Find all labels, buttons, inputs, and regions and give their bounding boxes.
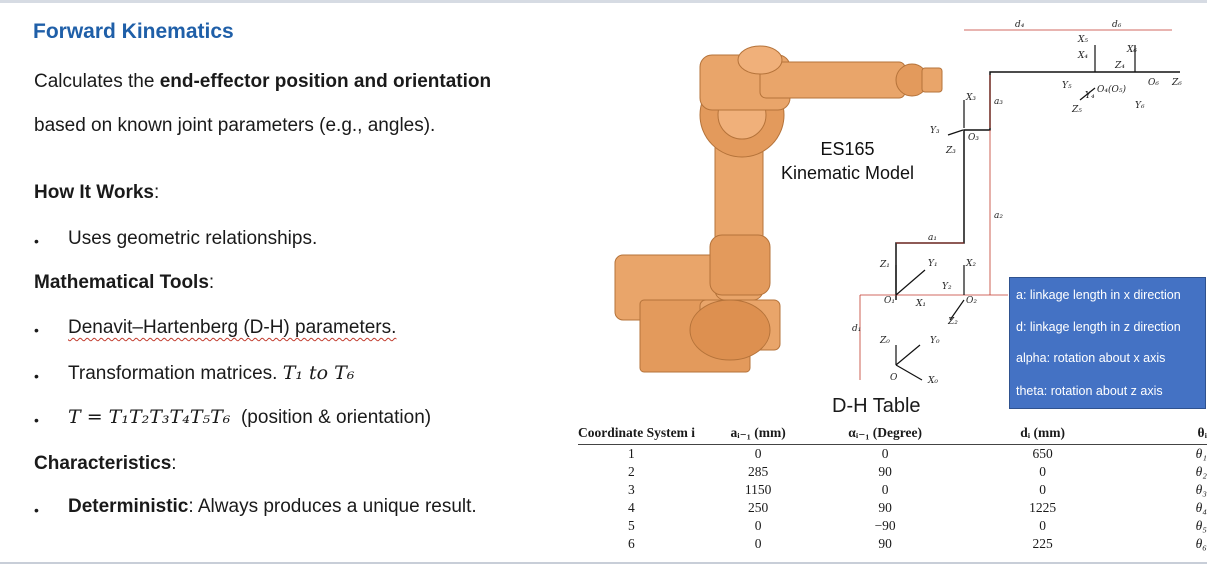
cell-a: 0 xyxy=(754,446,762,461)
cell-coordinate-system: 1 xyxy=(628,446,635,461)
bullet-icon: • xyxy=(34,502,39,518)
header-theta: θᵢ xyxy=(1110,422,1207,445)
label-X3: X₃ xyxy=(966,93,977,103)
how-heading-colon: : xyxy=(154,182,160,203)
model-label-line-1: ES165 xyxy=(820,139,875,159)
header-alpha: αᵢ₋₁ (Degree) xyxy=(795,422,975,445)
cell-d: 0 xyxy=(1039,482,1046,497)
label-Y5: Y₅ xyxy=(1062,81,1072,91)
tools-item-2-text: Transformation matrices. xyxy=(68,363,278,384)
label-d6: d₆ xyxy=(1112,20,1122,30)
cell-alpha: 90 xyxy=(878,536,892,551)
label-Z2: Z₂ xyxy=(948,317,958,327)
tools-heading xyxy=(34,272,214,294)
dh-table-title: D-H Table xyxy=(832,395,921,417)
cell-a: 0 xyxy=(754,536,762,551)
cell-alpha: 0 xyxy=(881,482,889,497)
label-X4: X₄ xyxy=(1078,51,1089,61)
label-O1: O₁ xyxy=(884,296,895,306)
label-Z6: Z₆ xyxy=(1172,78,1182,88)
model-label-line-2: Kinematic Model xyxy=(780,163,915,183)
bullet-icon: • xyxy=(34,233,39,249)
slide-title: Forward Kinematics xyxy=(33,20,234,43)
cell-coordinate-system: 2 xyxy=(628,464,635,479)
label-a2: a₂ xyxy=(994,211,1003,221)
cell-theta: θ₁ xyxy=(1195,446,1207,461)
label-O3: O₃ xyxy=(968,133,979,143)
characteristics-item-text: : Always produces a unique result. xyxy=(188,496,477,517)
cell-d: 225 xyxy=(1032,536,1053,551)
intro-line-1 xyxy=(34,71,491,93)
cell-d: 1225 xyxy=(1029,500,1057,515)
label-Y0: Y₀ xyxy=(930,336,940,346)
label-X6: X₆ xyxy=(1127,45,1138,55)
label-O45: O₄(O₅) xyxy=(1097,85,1126,95)
header-coordinate-system: Coordinate System i xyxy=(578,422,721,445)
cell-coordinate-system: 3 xyxy=(628,482,635,497)
table-row xyxy=(578,481,1207,499)
cell-theta: θ₆ xyxy=(1195,536,1207,551)
cell-a: 1150 xyxy=(744,482,772,497)
cell-theta: θ₄ xyxy=(1195,500,1207,515)
cell-a: 0 xyxy=(754,518,762,533)
legend-item-d: d: linkage length in z direction xyxy=(1016,320,1181,334)
label-O: O xyxy=(890,373,898,383)
characteristics-item xyxy=(68,496,477,518)
characteristics-colon: : xyxy=(171,453,177,474)
label-X1: X₁ xyxy=(916,299,927,309)
cell-theta: θ₅ xyxy=(1195,518,1207,533)
legend-item-alpha: alpha: rotation about x axis xyxy=(1016,351,1166,365)
cell-theta: θ₃ xyxy=(1195,482,1207,497)
intro-line-2: based on known joint parameters (e.g., angles). xyxy=(34,115,436,136)
label-Z3: Z₃ xyxy=(946,146,956,156)
label-Z0: Z₀ xyxy=(880,336,890,346)
label-X5: X₅ xyxy=(1078,35,1089,45)
cell-a: 250 xyxy=(748,500,769,515)
tools-item-1-text: Denavit–Hartenberg (D-H) parameters. xyxy=(68,317,397,338)
label-a3: a₃ xyxy=(994,97,1003,107)
label-d1: d₁ xyxy=(852,324,862,334)
dh-table xyxy=(578,422,1207,553)
header-d: dᵢ (mm) xyxy=(975,422,1110,445)
label-a1: a₁ xyxy=(928,233,937,243)
bullet-icon: • xyxy=(34,412,39,428)
label-X2: X₂ xyxy=(966,259,977,269)
how-item: Uses geometric relationships. xyxy=(68,228,318,249)
cell-alpha: 90 xyxy=(878,500,892,515)
label-O2: O₂ xyxy=(966,296,977,306)
tools-item-3 xyxy=(68,406,431,429)
cell-alpha: −90 xyxy=(874,518,896,533)
header-a: aᵢ₋₁ (mm) xyxy=(721,422,795,445)
slide-top-border xyxy=(0,0,1207,3)
table-row xyxy=(578,517,1207,535)
cell-coordinate-system: 5 xyxy=(628,518,635,533)
tools-item-3-math: T = T₁T₂T₃T₄T₅T₆ xyxy=(68,406,231,428)
tools-heading-label: Mathematical Tools xyxy=(34,272,209,293)
label-Y1: Y₁ xyxy=(928,259,938,269)
table-row xyxy=(578,445,1207,464)
characteristics-heading xyxy=(34,453,177,475)
characteristics-label: Characteristics xyxy=(34,453,172,474)
label-Y2: Y₂ xyxy=(942,282,952,292)
label-d4: d₄ xyxy=(1015,20,1025,30)
cell-coordinate-system: 6 xyxy=(628,536,635,551)
table-row xyxy=(578,499,1207,517)
cell-coordinate-system: 4 xyxy=(628,500,635,515)
legend-item-a: a: linkage length in x direction xyxy=(1016,288,1181,302)
tools-item-1 xyxy=(68,317,396,339)
intro-bold: end-effector position and orientation xyxy=(159,71,492,92)
label-Z1: Z₁ xyxy=(880,260,890,270)
label-Y4: Y₄ xyxy=(1085,91,1095,101)
cell-alpha: 90 xyxy=(878,464,892,479)
cell-d: 0 xyxy=(1039,464,1046,479)
table-row xyxy=(578,463,1207,481)
label-Y3: Y₃ xyxy=(930,126,940,136)
tools-item-2-math: T₁ to T₆ xyxy=(282,362,355,384)
characteristics-item-bold: Deterministic xyxy=(68,496,189,517)
bullet-icon: • xyxy=(34,322,39,338)
cell-d: 0 xyxy=(1039,518,1046,533)
cell-theta: θ₂ xyxy=(1195,464,1207,479)
label-O6: O₆ xyxy=(1148,78,1159,88)
label-X0: X₀ xyxy=(928,376,939,386)
legend-item-theta: theta: rotation about z axis xyxy=(1016,384,1163,398)
label-Y6: Y₆ xyxy=(1135,101,1145,111)
tools-item-3-text: (position & orientation) xyxy=(240,407,432,428)
tools-item-2 xyxy=(68,362,354,385)
tools-heading-colon: : xyxy=(208,272,215,293)
intro-prefix: Calculates the xyxy=(34,71,160,92)
cell-a: 285 xyxy=(748,464,769,479)
how-heading xyxy=(34,182,159,204)
dh-legend-box xyxy=(1009,277,1206,409)
dh-table-header-row xyxy=(578,422,1207,445)
bullet-icon: • xyxy=(34,368,39,384)
label-Z5: Z₅ xyxy=(1072,105,1082,115)
label-Z4: Z₄ xyxy=(1115,61,1125,71)
cell-alpha: 0 xyxy=(881,446,889,461)
how-heading-label: How It Works xyxy=(34,182,154,203)
cell-d: 650 xyxy=(1032,446,1053,461)
table-row xyxy=(578,535,1207,553)
